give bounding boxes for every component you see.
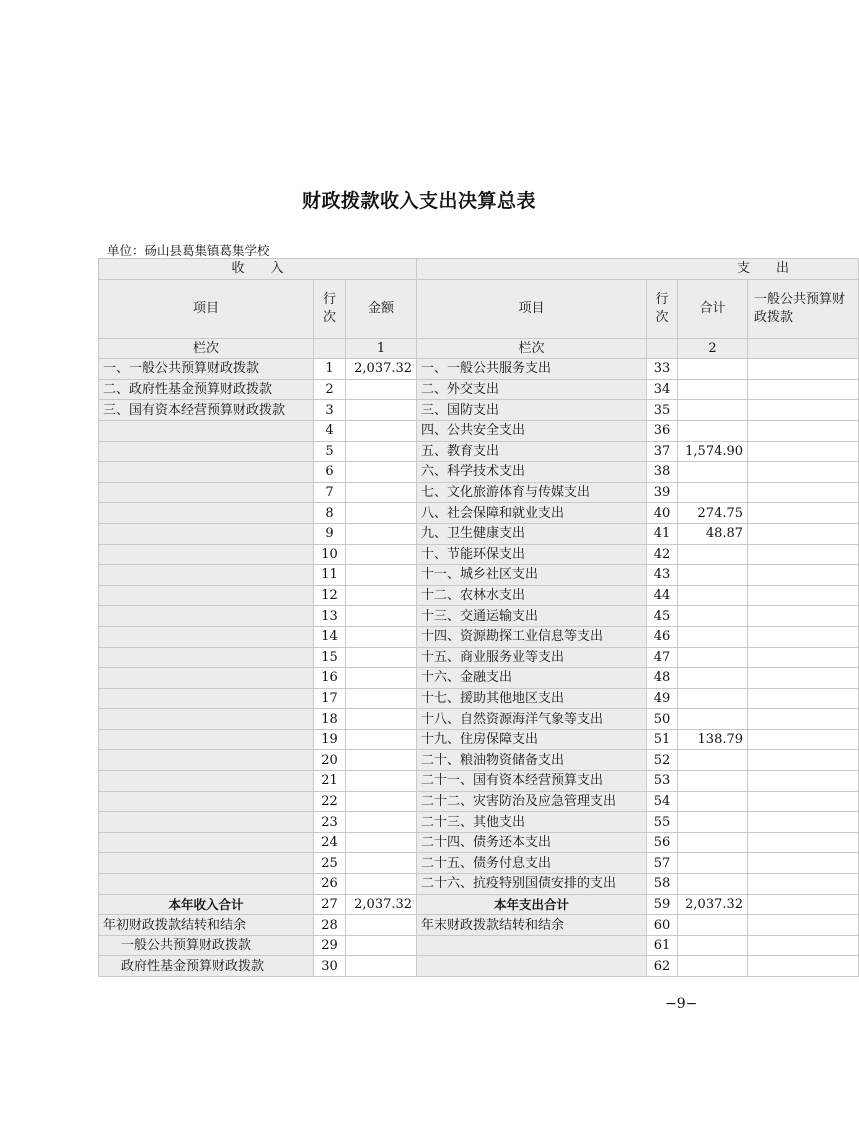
income-item-cell bbox=[99, 668, 314, 689]
table-row bbox=[99, 688, 859, 709]
column-no-1: 1 bbox=[346, 338, 417, 359]
expense-total-cell bbox=[678, 400, 748, 421]
income-line-no-cell: 24 bbox=[314, 832, 346, 853]
expense-general-cell bbox=[748, 935, 859, 956]
expense-total-cell bbox=[678, 606, 748, 627]
income-line-no-cell: 21 bbox=[314, 771, 346, 792]
income-amount-cell bbox=[346, 379, 417, 400]
income-item-cell: 一、一般公共预算财政拨款 bbox=[99, 359, 314, 380]
expense-line-no-cell: 36 bbox=[647, 420, 678, 441]
income-item-cell bbox=[99, 606, 314, 627]
expense-total-cell bbox=[678, 585, 748, 606]
expense-line-no-cell: 50 bbox=[647, 709, 678, 730]
expense-general-cell bbox=[748, 585, 859, 606]
expense-item-cell: 二十、粮油物资储备支出 bbox=[417, 750, 647, 771]
expense-item-cell: 二十四、债务还本支出 bbox=[417, 832, 647, 853]
expense-total-cell bbox=[678, 462, 748, 483]
budget-table bbox=[98, 258, 859, 977]
expense-general-cell bbox=[748, 894, 859, 915]
expense-line-no-cell: 47 bbox=[647, 647, 678, 668]
income-item-cell bbox=[99, 812, 314, 833]
expense-item-cell: 六、科学技术支出 bbox=[417, 462, 647, 483]
expense-general-cell bbox=[748, 523, 859, 544]
expense-line-no-cell: 51 bbox=[647, 729, 678, 750]
expense-total-cell bbox=[678, 874, 748, 895]
table-row bbox=[99, 935, 859, 956]
income-item-cell bbox=[99, 750, 314, 771]
income-amount-cell bbox=[346, 915, 417, 936]
expense-general-cell bbox=[748, 626, 859, 647]
expense-general-cell bbox=[748, 832, 859, 853]
income-line-no-cell: 27 bbox=[314, 894, 346, 915]
expense-item-cell: 九、卫生健康支出 bbox=[417, 523, 647, 544]
income-item-cell bbox=[99, 874, 314, 895]
income-line-no-cell: 23 bbox=[314, 812, 346, 833]
expense-line-no-cell: 33 bbox=[647, 359, 678, 380]
expense-item-cell: 一、一般公共服务支出 bbox=[417, 359, 647, 380]
budget-table-wrap bbox=[98, 258, 846, 980]
income-line-no-cell: 13 bbox=[314, 606, 346, 627]
expense-item-cell: 二十一、国有资本经营预算支出 bbox=[417, 771, 647, 792]
table-row bbox=[99, 482, 859, 503]
expense-total-cell bbox=[678, 709, 748, 730]
table-row bbox=[99, 874, 859, 895]
expense-total-cell bbox=[678, 915, 748, 936]
expense-line-no-cell: 60 bbox=[647, 915, 678, 936]
expense-line-no-cell: 46 bbox=[647, 626, 678, 647]
income-amount-cell bbox=[346, 688, 417, 709]
income-amount-cell bbox=[346, 585, 417, 606]
expense-line-no-cell: 56 bbox=[647, 832, 678, 853]
expense-total-cell bbox=[678, 750, 748, 771]
table-row bbox=[99, 729, 859, 750]
table-row bbox=[99, 647, 859, 668]
income-line-no-cell: 18 bbox=[314, 709, 346, 730]
income-item-cell bbox=[99, 791, 314, 812]
expense-general-cell bbox=[748, 812, 859, 833]
table-row bbox=[99, 359, 859, 380]
expense-line-no-header: 行次 bbox=[647, 279, 678, 338]
income-amount-cell bbox=[346, 812, 417, 833]
income-line-no-cell: 6 bbox=[314, 462, 346, 483]
expense-general-cell bbox=[748, 379, 859, 400]
expense-general-cell bbox=[748, 668, 859, 689]
expense-total-cell bbox=[678, 771, 748, 792]
expense-item-cell: 三、国防支出 bbox=[417, 400, 647, 421]
expense-item-cell: 十五、商业服务业等支出 bbox=[417, 647, 647, 668]
expense-item-cell: 十七、援助其他地区支出 bbox=[417, 688, 647, 709]
expense-total-cell bbox=[678, 647, 748, 668]
expense-general-cell bbox=[748, 462, 859, 483]
expense-general-cell bbox=[748, 482, 859, 503]
expense-item-header: 项目 bbox=[417, 279, 647, 338]
income-line-no-cell: 26 bbox=[314, 874, 346, 895]
income-amount-cell bbox=[346, 668, 417, 689]
income-amount-cell bbox=[346, 647, 417, 668]
expense-line-no-cell: 53 bbox=[647, 771, 678, 792]
expense-general-cell bbox=[748, 503, 859, 524]
expense-total-cell bbox=[678, 832, 748, 853]
expense-total-cell bbox=[678, 668, 748, 689]
column-no-blank-expense bbox=[647, 338, 678, 359]
header-row-sections bbox=[99, 259, 859, 280]
column-no-3 bbox=[748, 338, 859, 359]
expense-line-no-cell: 38 bbox=[647, 462, 678, 483]
expense-line-no-cell: 48 bbox=[647, 668, 678, 689]
income-line-no-cell: 10 bbox=[314, 544, 346, 565]
income-item-cell bbox=[99, 544, 314, 565]
expense-general-cell bbox=[748, 688, 859, 709]
income-line-no-cell: 4 bbox=[314, 420, 346, 441]
expense-general-cell bbox=[748, 544, 859, 565]
expense-line-no-cell: 35 bbox=[647, 400, 678, 421]
income-item-cell bbox=[99, 647, 314, 668]
income-amount-cell: 2,037.32 bbox=[346, 359, 417, 380]
income-line-no-cell: 17 bbox=[314, 688, 346, 709]
expense-item-cell: 五、教育支出 bbox=[417, 441, 647, 462]
income-item-cell: 本年收入合计 bbox=[99, 894, 314, 915]
income-item-cell bbox=[99, 420, 314, 441]
income-amount-cell bbox=[346, 874, 417, 895]
income-item-cell bbox=[99, 853, 314, 874]
income-line-no-cell: 12 bbox=[314, 585, 346, 606]
expense-item-cell: 十二、农林水支出 bbox=[417, 585, 647, 606]
table-row bbox=[99, 956, 859, 977]
income-item-cell: 三、国有资本经营预算财政拨款 bbox=[99, 400, 314, 421]
table-row bbox=[99, 750, 859, 771]
expense-line-no-cell: 40 bbox=[647, 503, 678, 524]
expense-line-no-cell: 45 bbox=[647, 606, 678, 627]
expense-item-cell: 二、外交支出 bbox=[417, 379, 647, 400]
table-row bbox=[99, 462, 859, 483]
expense-line-no-cell: 43 bbox=[647, 565, 678, 586]
expense-total-cell bbox=[678, 482, 748, 503]
expense-item-cell: 二十二、灾害防治及应急管理支出 bbox=[417, 791, 647, 812]
expense-item-cell bbox=[417, 935, 647, 956]
income-amount-cell bbox=[346, 956, 417, 977]
expense-general-cell bbox=[748, 956, 859, 977]
income-line-no-cell: 16 bbox=[314, 668, 346, 689]
expense-item-cell: 十三、交通运输支出 bbox=[417, 606, 647, 627]
income-amount-cell bbox=[346, 523, 417, 544]
table-row bbox=[99, 791, 859, 812]
income-line-no-cell: 25 bbox=[314, 853, 346, 874]
page-number: −9− bbox=[665, 996, 698, 1012]
expense-total-cell bbox=[678, 812, 748, 833]
table-row bbox=[99, 771, 859, 792]
expense-line-no-cell: 59 bbox=[647, 894, 678, 915]
expense-general-cell bbox=[748, 874, 859, 895]
expense-total-cell: 274.75 bbox=[678, 503, 748, 524]
income-item-cell bbox=[99, 503, 314, 524]
income-line-no-cell: 19 bbox=[314, 729, 346, 750]
expense-line-no-cell: 54 bbox=[647, 791, 678, 812]
table-row bbox=[99, 420, 859, 441]
income-line-no-header: 行次 bbox=[314, 279, 346, 338]
expense-line-no-cell: 58 bbox=[647, 874, 678, 895]
income-line-no-cell: 1 bbox=[314, 359, 346, 380]
expense-total-cell bbox=[678, 791, 748, 812]
income-item-cell bbox=[99, 462, 314, 483]
income-line-no-cell: 8 bbox=[314, 503, 346, 524]
income-item-cell: 二、政府性基金预算财政拨款 bbox=[99, 379, 314, 400]
expense-total-cell: 138.79 bbox=[678, 729, 748, 750]
expense-general-cell bbox=[748, 771, 859, 792]
income-item-cell bbox=[99, 771, 314, 792]
expense-general-header: 一般公共预算财政拨款 bbox=[748, 279, 859, 338]
expense-general-cell bbox=[748, 791, 859, 812]
expense-general-cell bbox=[748, 565, 859, 586]
income-line-no-cell: 7 bbox=[314, 482, 346, 503]
expense-item-cell: 十四、资源勘探工业信息等支出 bbox=[417, 626, 647, 647]
expense-item-cell: 本年支出合计 bbox=[417, 894, 647, 915]
income-item-cell: 一般公共预算财政拨款 bbox=[99, 935, 314, 956]
expense-line-no-cell: 49 bbox=[647, 688, 678, 709]
income-amount-cell bbox=[346, 462, 417, 483]
expense-line-no-cell: 62 bbox=[647, 956, 678, 977]
totals-row bbox=[99, 894, 859, 915]
expense-general-cell bbox=[748, 750, 859, 771]
expense-line-no-cell: 42 bbox=[647, 544, 678, 565]
expense-line-no-cell: 37 bbox=[647, 441, 678, 462]
column-no-blank bbox=[314, 338, 346, 359]
column-number-row bbox=[99, 338, 859, 359]
expense-general-cell bbox=[748, 915, 859, 936]
expense-total-cell bbox=[678, 544, 748, 565]
table-row bbox=[99, 523, 859, 544]
income-item-header: 项目 bbox=[99, 279, 314, 338]
income-amount-cell bbox=[346, 626, 417, 647]
expense-item-cell: 七、文化旅游体育与传媒支出 bbox=[417, 482, 647, 503]
income-item-cell bbox=[99, 709, 314, 730]
expense-item-cell: 十、节能环保支出 bbox=[417, 544, 647, 565]
expense-general-cell bbox=[748, 420, 859, 441]
table-row bbox=[99, 400, 859, 421]
table-row bbox=[99, 585, 859, 606]
income-amount-cell bbox=[346, 853, 417, 874]
header-row-columns bbox=[99, 279, 859, 338]
expense-total-cell bbox=[678, 359, 748, 380]
expense-general-cell bbox=[748, 709, 859, 730]
table-row bbox=[99, 606, 859, 627]
income-amount-cell bbox=[346, 709, 417, 730]
unit-label: 单位：砀山县葛集镇葛集学校 bbox=[107, 243, 270, 258]
column-no-2: 2 bbox=[678, 338, 748, 359]
expense-line-no-cell: 61 bbox=[647, 935, 678, 956]
income-amount-cell bbox=[346, 935, 417, 956]
income-amount-cell bbox=[346, 503, 417, 524]
expense-general-cell bbox=[748, 400, 859, 421]
expense-line-no-cell: 39 bbox=[647, 482, 678, 503]
expense-item-cell: 八、社会保障和就业支出 bbox=[417, 503, 647, 524]
expense-item-cell: 二十六、抗疫特别国债安排的支出 bbox=[417, 874, 647, 895]
table-row bbox=[99, 379, 859, 400]
income-amount-cell bbox=[346, 400, 417, 421]
income-header: 收 入 bbox=[99, 259, 417, 280]
income-item-cell bbox=[99, 729, 314, 750]
table-row bbox=[99, 626, 859, 647]
table-row bbox=[99, 441, 859, 462]
expense-total-cell: 48.87 bbox=[678, 523, 748, 544]
income-item-cell bbox=[99, 626, 314, 647]
income-item-cell bbox=[99, 523, 314, 544]
income-line-no-cell: 5 bbox=[314, 441, 346, 462]
table-row bbox=[99, 544, 859, 565]
expense-general-cell bbox=[748, 606, 859, 627]
expense-general-cell bbox=[748, 359, 859, 380]
income-item-cell: 政府性基金预算财政拨款 bbox=[99, 956, 314, 977]
expense-item-cell: 十九、住房保障支出 bbox=[417, 729, 647, 750]
expense-total-cell bbox=[678, 420, 748, 441]
expense-item-cell: 二十三、其他支出 bbox=[417, 812, 647, 833]
expense-item-cell bbox=[417, 956, 647, 977]
expense-total-cell bbox=[678, 935, 748, 956]
income-item-cell bbox=[99, 585, 314, 606]
expense-total-cell bbox=[678, 626, 748, 647]
expense-item-cell: 十一、城乡社区支出 bbox=[417, 565, 647, 586]
income-line-no-cell: 29 bbox=[314, 935, 346, 956]
table-row bbox=[99, 915, 859, 936]
expense-general-cell bbox=[748, 441, 859, 462]
income-amount-header: 金额 bbox=[346, 279, 417, 338]
income-amount-cell bbox=[346, 771, 417, 792]
expense-total-cell bbox=[678, 853, 748, 874]
expense-total-cell bbox=[678, 565, 748, 586]
table-row bbox=[99, 503, 859, 524]
income-amount-cell bbox=[346, 441, 417, 462]
income-line-no-cell: 15 bbox=[314, 647, 346, 668]
expense-total-cell bbox=[678, 688, 748, 709]
expense-total-cell: 2,037.32 bbox=[678, 894, 748, 915]
income-item-cell bbox=[99, 441, 314, 462]
income-amount-cell bbox=[346, 420, 417, 441]
income-line-no-cell: 30 bbox=[314, 956, 346, 977]
income-amount-cell bbox=[346, 750, 417, 771]
table-row bbox=[99, 853, 859, 874]
table-row bbox=[99, 812, 859, 833]
income-item-cell bbox=[99, 688, 314, 709]
income-line-no-cell: 3 bbox=[314, 400, 346, 421]
income-line-no-cell: 28 bbox=[314, 915, 346, 936]
expense-item-cell: 十六、金融支出 bbox=[417, 668, 647, 689]
income-amount-cell bbox=[346, 791, 417, 812]
income-amount-cell bbox=[346, 544, 417, 565]
expense-line-no-cell: 41 bbox=[647, 523, 678, 544]
expense-line-no-cell: 57 bbox=[647, 853, 678, 874]
income-amount-cell bbox=[346, 729, 417, 750]
expense-line-no-cell: 55 bbox=[647, 812, 678, 833]
expense-item-cell: 二十五、债务付息支出 bbox=[417, 853, 647, 874]
income-item-cell bbox=[99, 482, 314, 503]
table-row bbox=[99, 565, 859, 586]
report-title: 财政拨款收入支出决算总表 bbox=[301, 190, 536, 212]
income-line-no-cell: 14 bbox=[314, 626, 346, 647]
expense-item-cell: 十八、自然资源海洋气象等支出 bbox=[417, 709, 647, 730]
expense-total-cell bbox=[678, 379, 748, 400]
table-row bbox=[99, 709, 859, 730]
expense-total-cell: 1,574.90 bbox=[678, 441, 748, 462]
expense-general-cell bbox=[748, 853, 859, 874]
column-no-label-expense: 栏次 bbox=[417, 338, 647, 359]
income-amount-cell bbox=[346, 832, 417, 853]
income-line-no-cell: 20 bbox=[314, 750, 346, 771]
income-line-no-cell: 22 bbox=[314, 791, 346, 812]
income-amount-cell bbox=[346, 606, 417, 627]
column-no-label: 栏次 bbox=[99, 338, 314, 359]
expense-line-no-cell: 44 bbox=[647, 585, 678, 606]
expense-total-header: 合计 bbox=[678, 279, 748, 338]
table-row bbox=[99, 832, 859, 853]
expense-item-cell: 年末财政拨款结转和结余 bbox=[417, 915, 647, 936]
income-item-cell: 年初财政拨款结转和结余 bbox=[99, 915, 314, 936]
income-line-no-cell: 9 bbox=[314, 523, 346, 544]
income-item-cell bbox=[99, 832, 314, 853]
income-amount-cell bbox=[346, 482, 417, 503]
expense-item-cell: 四、公共安全支出 bbox=[417, 420, 647, 441]
income-amount-cell bbox=[346, 565, 417, 586]
income-item-cell bbox=[99, 565, 314, 586]
income-amount-cell: 2,037.32 bbox=[346, 894, 417, 915]
expense-general-cell bbox=[748, 729, 859, 750]
expense-line-no-cell: 34 bbox=[647, 379, 678, 400]
expense-line-no-cell: 52 bbox=[647, 750, 678, 771]
income-line-no-cell: 11 bbox=[314, 565, 346, 586]
table-row bbox=[99, 668, 859, 689]
expense-general-cell bbox=[748, 647, 859, 668]
expense-header: 支 出 bbox=[417, 259, 859, 280]
income-line-no-cell: 2 bbox=[314, 379, 346, 400]
expense-total-cell bbox=[678, 956, 748, 977]
